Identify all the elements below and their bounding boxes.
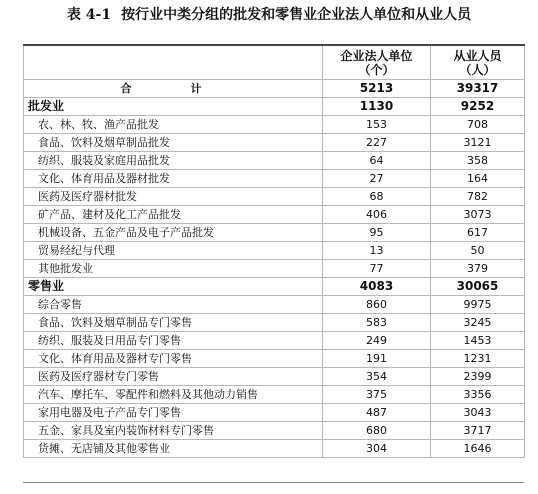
row-label: 医药及医疗器材专门零售 — [24, 368, 323, 386]
header-row — [24, 45, 525, 80]
row-units: 5213 — [323, 80, 431, 98]
row-employees: 3356 — [431, 386, 525, 404]
row-employees: 3043 — [431, 404, 525, 422]
row-employees: 708 — [431, 116, 525, 134]
row-label: 食品、饮料及烟草制品批发 — [24, 134, 323, 152]
row-units: 64 — [323, 152, 431, 170]
row-units: 4083 — [323, 278, 431, 296]
row-units: 95 — [323, 224, 431, 242]
row-units: 227 — [323, 134, 431, 152]
table-row — [24, 242, 525, 260]
row-employees: 1231 — [431, 350, 525, 368]
table-row — [24, 404, 525, 422]
statistics-table — [23, 44, 525, 458]
table-row — [24, 386, 525, 404]
row-units: 680 — [323, 422, 431, 440]
row-employees: 617 — [431, 224, 525, 242]
table-title — [0, 4, 538, 26]
table-row-section — [24, 278, 525, 296]
row-label: 农、林、牧、渔产品批发 — [24, 116, 323, 134]
row-units: 354 — [323, 368, 431, 386]
row-label: 合 计 — [24, 80, 323, 98]
row-label: 家用电器及电子产品专门零售 — [24, 404, 323, 422]
row-label: 汽车、摩托车、零配件和燃料及其他动力销售 — [24, 386, 323, 404]
row-employees: 164 — [431, 170, 525, 188]
row-label: 零售业 — [24, 278, 323, 296]
table-row — [24, 350, 525, 368]
table-row — [24, 170, 525, 188]
header-employees — [431, 45, 525, 80]
row-units: 68 — [323, 188, 431, 206]
table-row — [24, 314, 525, 332]
row-units: 191 — [323, 350, 431, 368]
row-units: 1130 — [323, 98, 431, 116]
row-units: 304 — [323, 440, 431, 458]
row-employees: 2399 — [431, 368, 525, 386]
table-row-total — [24, 80, 525, 98]
row-units: 583 — [323, 314, 431, 332]
row-employees: 3245 — [431, 314, 525, 332]
row-label: 货摊、无店铺及其他零售业 — [24, 440, 323, 458]
row-units: 487 — [323, 404, 431, 422]
row-label: 贸易经纪与代理 — [24, 242, 323, 260]
row-employees: 3717 — [431, 422, 525, 440]
row-units: 375 — [323, 386, 431, 404]
row-employees: 3121 — [431, 134, 525, 152]
row-label: 文化、体育用品及器材批发 — [24, 170, 323, 188]
row-label: 机械设备、五金产品及电子产品批发 — [24, 224, 323, 242]
table-row — [24, 188, 525, 206]
row-employees: 358 — [431, 152, 525, 170]
row-label: 文化、体育用品及器材专门零售 — [24, 350, 323, 368]
table-row — [24, 422, 525, 440]
header-employees-unit: （人） — [459, 62, 496, 77]
table-row — [24, 152, 525, 170]
row-label: 食品、饮料及烟草制品专门零售 — [24, 314, 323, 332]
row-employees: 9252 — [431, 98, 525, 116]
table-row — [24, 260, 525, 278]
row-label: 综合零售 — [24, 296, 323, 314]
row-employees: 1646 — [431, 440, 525, 458]
row-employees: 3073 — [431, 206, 525, 224]
table-row — [24, 224, 525, 242]
header-units — [323, 45, 431, 80]
header-employees-label: 从业人员 — [453, 48, 502, 63]
row-units: 860 — [323, 296, 431, 314]
row-label: 批发业 — [24, 98, 323, 116]
row-units: 153 — [323, 116, 431, 134]
table-row — [24, 134, 525, 152]
row-units: 13 — [323, 242, 431, 260]
row-employees: 1453 — [431, 332, 525, 350]
row-label: 医药及医疗器材批发 — [24, 188, 323, 206]
row-label: 其他批发业 — [24, 260, 323, 278]
table-row — [24, 368, 525, 386]
row-units: 77 — [323, 260, 431, 278]
header-units-unit: （个） — [358, 62, 395, 77]
row-employees: 379 — [431, 260, 525, 278]
table-number: 表 4-1 — [66, 7, 112, 23]
row-employees: 9975 — [431, 296, 525, 314]
row-label: 五金、家具及室内装饰材料专门零售 — [24, 422, 323, 440]
row-employees: 782 — [431, 188, 525, 206]
row-label: 纺织、服装及家庭用品批发 — [24, 152, 323, 170]
header-units-label: 企业法人单位 — [340, 48, 413, 63]
table-row — [24, 116, 525, 134]
table-row — [24, 206, 525, 224]
table-title-text: 按行业中类分组的批发和零售业企业法人单位和从业人员 — [121, 7, 472, 23]
row-employees: 50 — [431, 242, 525, 260]
row-units: 406 — [323, 206, 431, 224]
bottom-rule — [23, 482, 524, 483]
table-row — [24, 440, 525, 458]
row-label: 矿产品、建材及化工产品批发 — [24, 206, 323, 224]
row-units: 249 — [323, 332, 431, 350]
row-label: 纺织、服装及日用品专门零售 — [24, 332, 323, 350]
row-units: 27 — [323, 170, 431, 188]
row-employees: 39317 — [431, 80, 525, 98]
table-row-section — [24, 98, 525, 116]
row-employees: 30065 — [431, 278, 525, 296]
header-category — [24, 45, 323, 80]
table-row — [24, 296, 525, 314]
table-row — [24, 332, 525, 350]
